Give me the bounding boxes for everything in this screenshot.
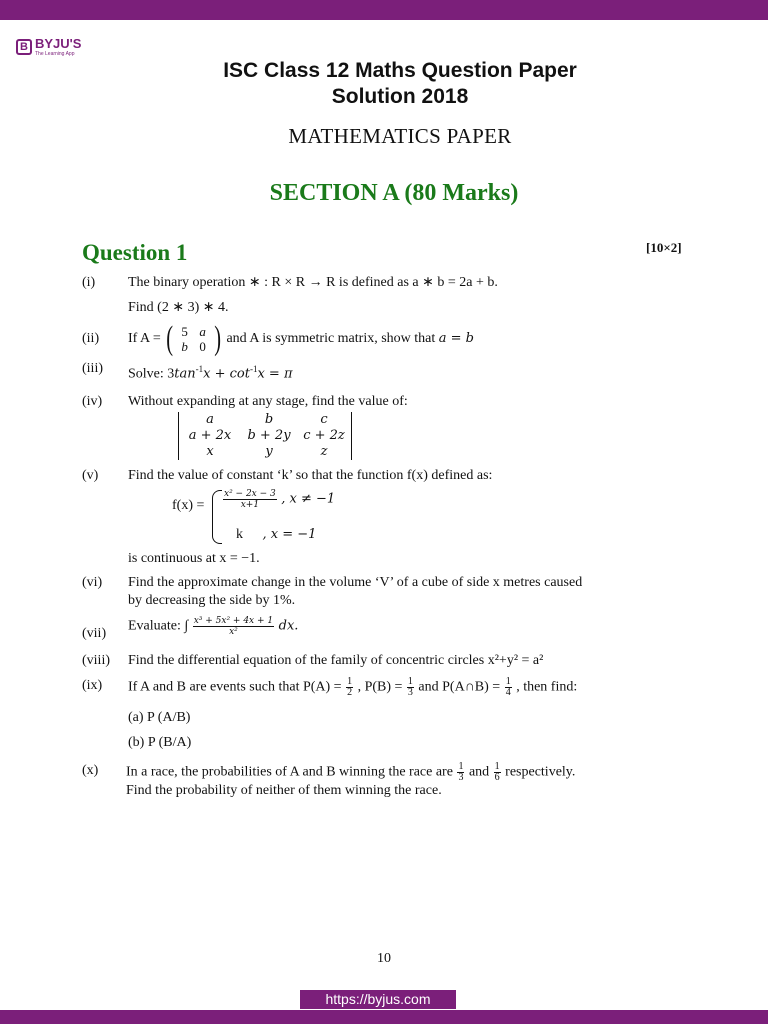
item-x-and: and (468, 764, 490, 780)
logo-tagline: The Learning App (35, 51, 75, 57)
fraction-denominator: 3 (458, 772, 464, 783)
item-ix-mid2: and P(A∩B) = (418, 679, 501, 695)
item-x-line2: Find the probability of neither of them winning the race. (126, 783, 442, 798)
determinant (178, 412, 352, 460)
item-v-k: k (236, 527, 243, 542)
item-number: (viii) (82, 653, 110, 668)
item-x-pre: In a race, the probabilities of A and B winning the race are (126, 764, 453, 780)
fraction-denominator: 2 (347, 687, 353, 698)
item-ii-post: and A is symmetric matrix, show that (226, 331, 436, 347)
question-heading: Question 1 (82, 240, 188, 265)
item-v-fx: f(x) = (172, 498, 205, 513)
item-v-cond2: , x = −1 (262, 527, 317, 542)
item-i-line2: Find (2 ∗ 3) ∗ 4. (128, 300, 229, 315)
item-iv-text: Without expanding at any stage, find the value of: (128, 394, 408, 409)
page-number: 10 (377, 951, 391, 966)
item-number: (i) (82, 275, 96, 290)
det-cell: b (264, 412, 274, 427)
item-vi-line1: Find the approximate change in the volume ‘V’ of a cube of side x metres caused (128, 575, 583, 590)
item-number: (ix) (82, 678, 103, 693)
fraction-denominator: x+1 (240, 500, 260, 510)
fraction-quarter (505, 677, 512, 698)
section-heading: SECTION A (80 Marks) (269, 180, 519, 206)
fraction-sixth (494, 762, 501, 783)
det-cell: x (206, 444, 214, 459)
det-cell: a (206, 412, 214, 427)
item-iii-mid: x + cot (203, 366, 250, 382)
fraction-numerator: 1 (458, 761, 464, 772)
item-ii-text (128, 322, 474, 356)
det-cell: z (320, 444, 328, 459)
fraction-denominator: x² (229, 627, 238, 637)
matrix-a: ( 5 a b 0 ) (166, 320, 221, 357)
item-iii-text (128, 360, 293, 384)
item-vii-text (128, 616, 298, 637)
item-v-continuous: is continuous at x = −1. (128, 551, 260, 566)
item-vii-post: dx. (278, 618, 299, 634)
item-v-case2 (236, 526, 316, 544)
item-number: (vi) (82, 575, 103, 590)
item-iii-end: x = π (257, 366, 293, 382)
logo-name: BYJU'S (35, 36, 82, 51)
fraction-denominator: 3 (407, 687, 413, 698)
det-cell: a + 2x (188, 428, 232, 443)
item-vi-line2: by decreasing the side by 1%. (128, 593, 296, 608)
det-cell: b + 2y (247, 428, 291, 443)
matrix-cell: 0 (199, 339, 206, 354)
fraction-denominator: 6 (494, 772, 500, 783)
item-x-post: respectively. (505, 764, 576, 780)
item-ix-mid1: , P(B) = (357, 679, 403, 695)
item-viii-text: Find the differential equation of the family of concentric circles x²+y² = a² (128, 653, 544, 668)
item-number: (vii) (82, 626, 107, 641)
fraction-numerator: x² − 2x − 3 (224, 489, 276, 499)
item-x-line1 (126, 762, 575, 783)
fraction-numerator: 1 (505, 676, 511, 687)
det-cell: c + 2z (303, 428, 345, 443)
fraction-denominator: 4 (505, 687, 511, 698)
fraction-numerator: x³ + 5x² + 4x + 1 (193, 616, 274, 626)
fraction-third (457, 762, 464, 783)
bottom-brand-bar (0, 1010, 768, 1024)
item-ix-post: , then find: (516, 679, 578, 695)
item-iii-sup2: -1 (249, 364, 258, 374)
fraction-half (346, 677, 353, 698)
item-v-text: Find the value of constant ‘k’ so that the function f(x) defined as: (128, 468, 493, 483)
det-cell: y (265, 444, 273, 459)
item-iii-sup1: -1 (195, 364, 204, 374)
fraction-third (407, 677, 414, 698)
item-ix-b: (b) P (B/A) (128, 735, 192, 750)
fraction-numerator: 1 (407, 676, 413, 687)
fraction-numerator: 1 (347, 676, 353, 687)
item-iii-pre: Solve: 3 (128, 366, 175, 382)
paper-subtitle: MATHEMATICS PAPER (288, 124, 512, 148)
question-marks: [10×2] (646, 240, 682, 255)
item-v-cond1: , x ≠ −1 (281, 491, 336, 507)
doc-title-line1: ISC Class 12 Maths Question Paper (223, 59, 577, 82)
fraction-numerator: 1 (494, 761, 500, 772)
item-number: (v) (82, 468, 99, 483)
item-vii-fraction (193, 616, 274, 637)
footer-url-link[interactable]: https://byjus.com (300, 990, 456, 1009)
item-ix-pre: If A and B are events such that P(A) = (128, 679, 342, 695)
item-number: (iv) (82, 394, 103, 409)
item-number: (iii) (82, 361, 103, 376)
item-ii-pre: If A = (128, 331, 161, 347)
matrix-cell: 5 (181, 324, 188, 339)
item-ix-text (128, 677, 577, 698)
matrix-cell: a (199, 324, 206, 339)
doc-title-line2: Solution 2018 (331, 85, 469, 108)
item-ix-a: (a) P (A/B) (128, 710, 191, 725)
matrix-cell: b (181, 339, 188, 354)
item-iii-tan: tan (174, 366, 196, 382)
item-v-case1 (222, 489, 335, 510)
byjus-logo (16, 36, 81, 57)
item-ii-equation: a = b (438, 331, 474, 347)
item-number: (ii) (82, 331, 100, 346)
item-number: (x) (82, 763, 99, 778)
top-brand-bar (0, 0, 768, 20)
logo-mark-icon: B (16, 39, 32, 55)
det-cell: c (320, 412, 328, 427)
piecewise-brace (212, 490, 222, 544)
item-v-fraction (223, 489, 277, 510)
item-vii-pre: Evaluate: ∫ (128, 618, 189, 634)
item-i-line1: The binary operation ∗ : R × R → R is defined as a ∗ b = 2a + b. (128, 275, 498, 290)
